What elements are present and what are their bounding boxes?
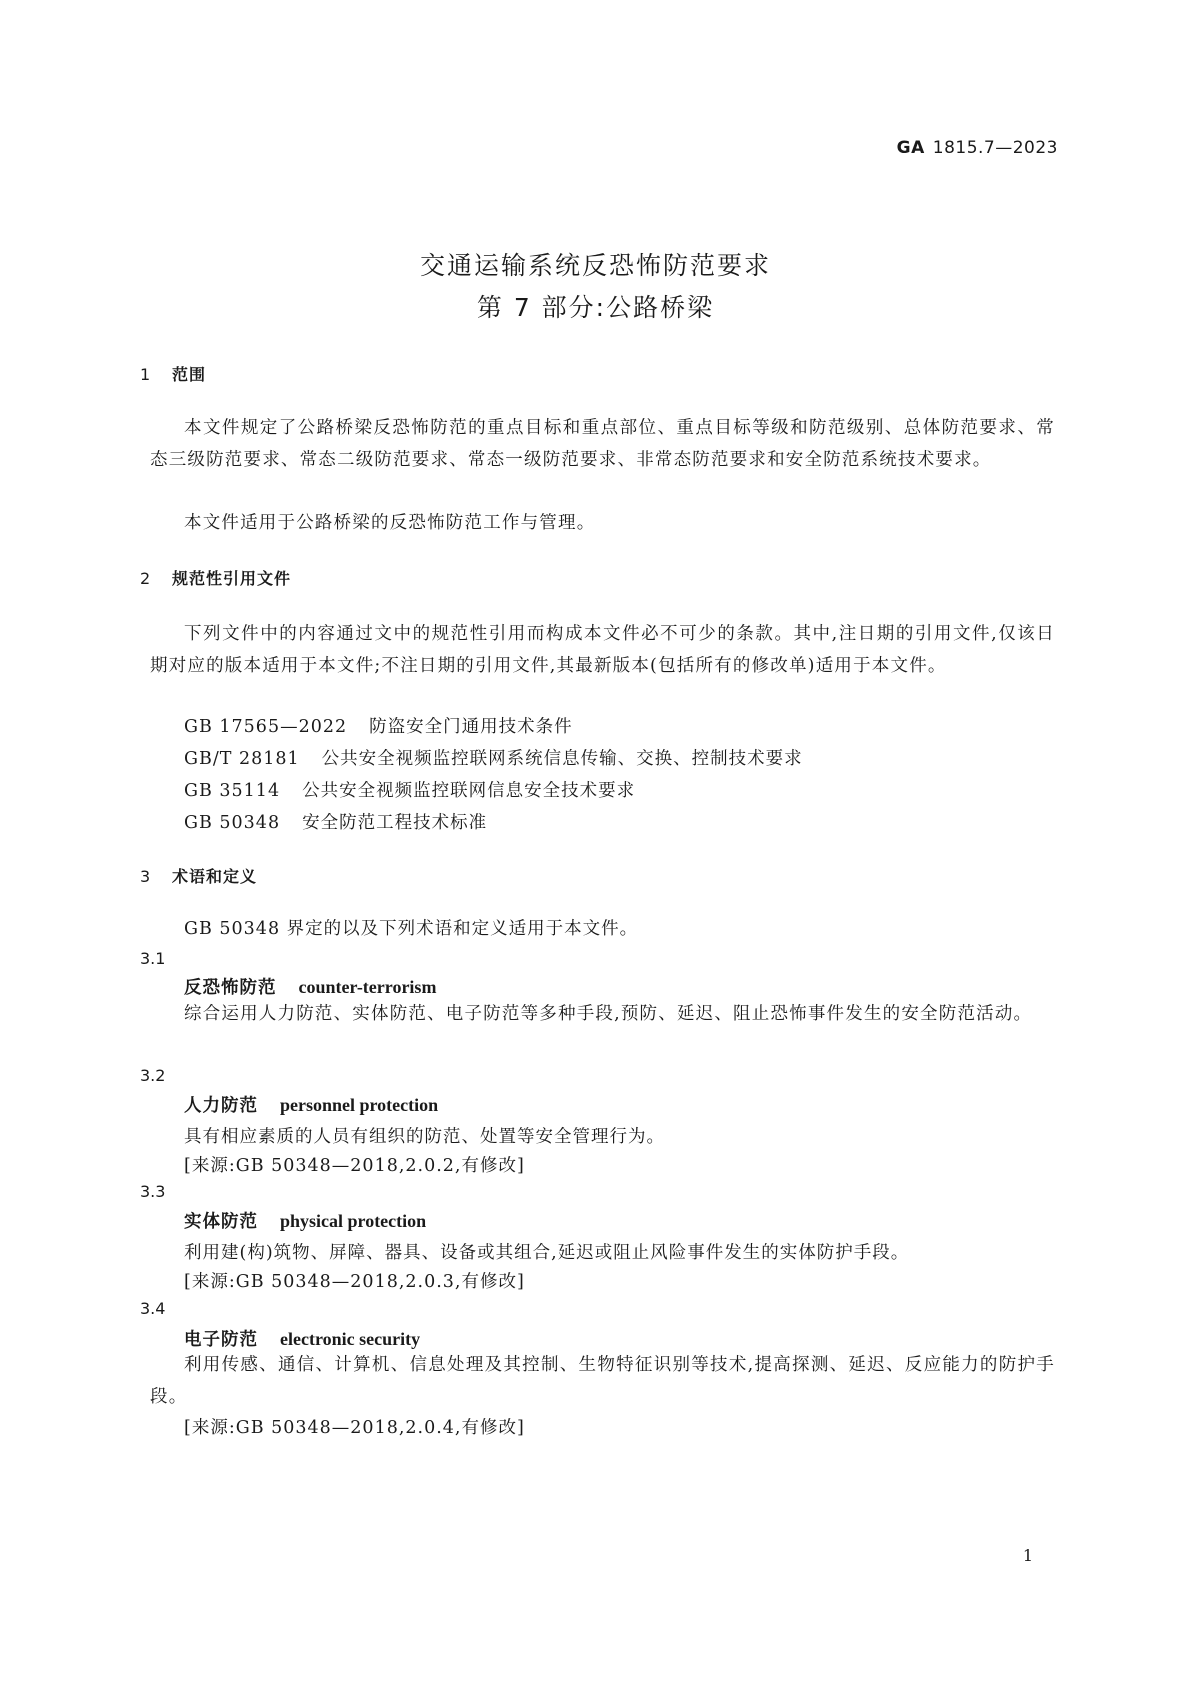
reference-code: GB/T 28181 bbox=[184, 749, 300, 769]
scope-paragraph-2: 本文件适用于公路桥梁的反恐怖防范工作与管理。 bbox=[184, 513, 596, 533]
term-definition: 利用传感、通信、计算机、信息处理及其控制、生物特征识别等技术,提高探测、延迟、反应能力的防护手段。 bbox=[150, 1355, 1055, 1407]
term-heading bbox=[184, 1326, 420, 1351]
term-heading bbox=[184, 974, 436, 999]
term-definition: 综合运用人力防范、实体防范、电子防范等多种手段,预防、延迟、阻止恐怖事件发生的安全防范活动。 bbox=[184, 1004, 1033, 1024]
reference-title: 安全防范工程技术标准 bbox=[302, 813, 488, 833]
document-title: 交通运输系统反恐怖防范要求 bbox=[419, 251, 771, 280]
term-heading bbox=[184, 1208, 426, 1233]
reference-code: GB 35114 bbox=[184, 781, 281, 801]
page-number: 1 bbox=[1022, 1546, 1033, 1565]
reference-item bbox=[184, 777, 635, 802]
reference-title: 公共安全视频监控联网系统信息传输、交换、控制技术要求 bbox=[321, 749, 803, 769]
section-heading-normative-references bbox=[140, 566, 291, 589]
term-zh: 人力防范 bbox=[184, 1096, 258, 1116]
section-title: 术语和定义 bbox=[172, 867, 258, 886]
term-number: 3.2 bbox=[140, 1066, 166, 1085]
standard-number: 1815.7—2023 bbox=[932, 138, 1058, 158]
term-number: 3.1 bbox=[140, 949, 166, 968]
standard-prefix: GA bbox=[896, 138, 925, 158]
section-heading-scope bbox=[140, 362, 206, 385]
term-source: [来源:GB 50348—2018,2.0.4,有修改] bbox=[184, 1418, 525, 1438]
term-en: counter-terrorism bbox=[298, 977, 437, 997]
term-source: [来源:GB 50348—2018,2.0.3,有修改] bbox=[184, 1272, 525, 1292]
terms-intro: GB 50348 界定的以及下列术语和定义适用于本文件。 bbox=[184, 919, 639, 939]
section-title: 规范性引用文件 bbox=[172, 569, 292, 588]
section-title: 范围 bbox=[172, 365, 207, 384]
term-source: [来源:GB 50348—2018,2.0.2,有修改] bbox=[184, 1156, 525, 1176]
references-paragraph: 下列文件中的内容通过文中的规范性引用而构成本文件必不可少的条款。其中,注日期的引用文件,仅该日期对应的版本适用于本文件;不注日期的引用文件,其最新版本(包括所有的修改单)适用于本文件。 bbox=[150, 624, 1055, 676]
term-en: electronic security bbox=[280, 1329, 421, 1349]
term-number: 3.3 bbox=[140, 1182, 166, 1201]
reference-item bbox=[184, 713, 573, 738]
standard-code bbox=[897, 138, 1058, 158]
term-heading bbox=[184, 1092, 438, 1117]
reference-title: 防盗安全门通用技术条件 bbox=[369, 717, 573, 737]
section-heading-terms bbox=[140, 864, 257, 887]
scope-paragraph-1: 本文件规定了公路桥梁反恐怖防范的重点目标和重点部位、重点目标等级和防范级别、总体防范要求、常态三级防范要求、常态二级防范要求、常态一级防范要求、非常态防范要求和安全防范系统技术要求。 bbox=[150, 418, 1055, 470]
term-en: personnel protection bbox=[280, 1095, 439, 1115]
reference-title: 公共安全视频监控联网信息安全技术要求 bbox=[302, 781, 636, 801]
section-number: 1 bbox=[140, 365, 152, 384]
reference-item bbox=[184, 745, 803, 770]
reference-item bbox=[184, 809, 487, 834]
section-number: 2 bbox=[140, 569, 152, 588]
section-number: 3 bbox=[140, 867, 152, 886]
term-en: physical protection bbox=[280, 1211, 427, 1231]
document-subtitle: 第 7 部分:公路桥梁 bbox=[476, 293, 715, 322]
term-zh: 实体防范 bbox=[184, 1212, 258, 1232]
reference-code: GB 17565—2022 bbox=[184, 717, 348, 737]
term-number: 3.4 bbox=[140, 1299, 166, 1318]
term-definition: 利用建(构)筑物、屏障、器具、设备或其组合,延迟或阻止风险事件发生的实体防护手段。 bbox=[184, 1243, 910, 1263]
term-zh: 电子防范 bbox=[184, 1330, 258, 1350]
term-definition: 具有相应素质的人员有组织的防范、处置等安全管理行为。 bbox=[184, 1127, 665, 1147]
term-zh: 反恐怖防范 bbox=[184, 978, 277, 998]
reference-code: GB 50348 bbox=[184, 813, 281, 833]
